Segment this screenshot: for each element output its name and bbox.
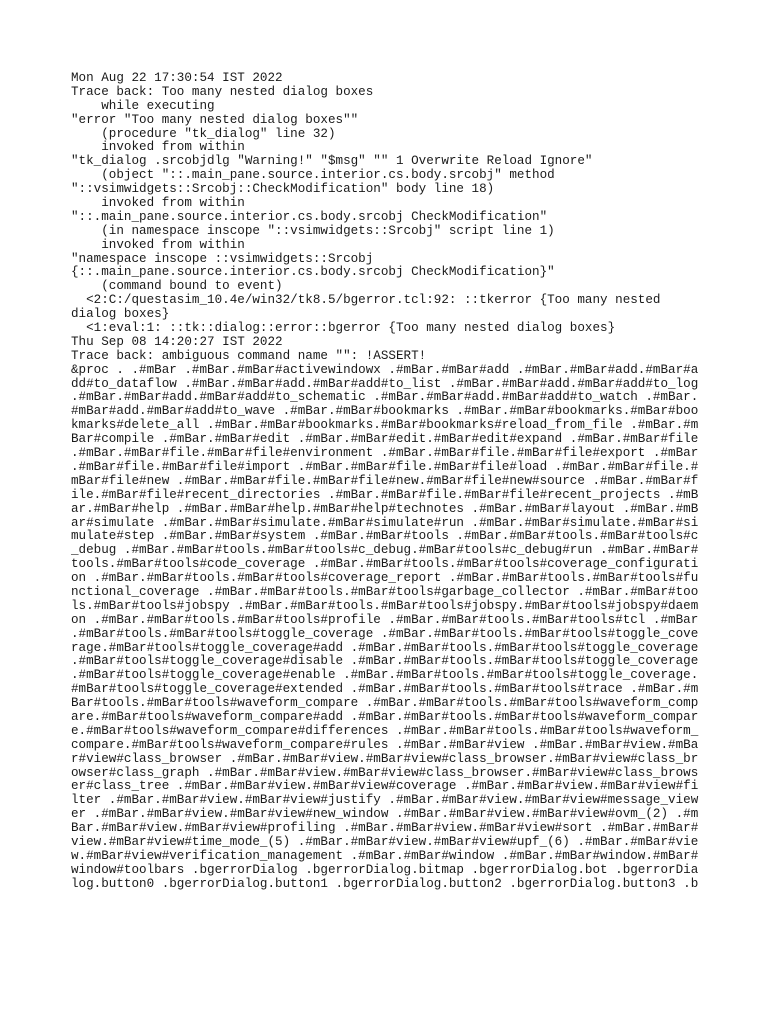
log-line: are.#mBar#tools#waveform_compare#add .#mBar.#mBar#tools.#mBar#tools#waveform_compar <box>71 709 699 724</box>
log-line: ile.#mBar#file#recent_directories .#mBar.#mBar#file.#mBar#file#recent_projects .#mB <box>71 487 699 502</box>
log-line: rage.#mBar#tools#toggle_coverage#add .#mBar.#mBar#tools.#mBar#tools#toggle_coverage <box>71 640 699 655</box>
log-line: mulate#step .#mBar.#mBar#system .#mBar.#mBar#tools .#mBar.#mBar#tools.#mBar#tools#c <box>71 529 699 544</box>
log-line: r#view#class_browser .#mBar.#mBar#view.#mBar#view#class_browser.#mBar#view#class_br <box>71 751 699 766</box>
log-line: nctional_coverage .#mBar.#mBar#tools.#mBar#tools#garbage_collector .#mBar.#mBar#too <box>71 584 699 599</box>
log-line: #mBar#add.#mBar#add#to_wave .#mBar.#mBar#bookmarks .#mBar.#mBar#bookmarks.#mBar#boo <box>71 404 699 419</box>
log-document <box>71 72 711 892</box>
log-line: invoked from within <box>71 196 245 211</box>
log-line: Trace back: ambiguous command name "": !ASSERT! <box>71 348 427 363</box>
log-line: invoked from within <box>71 237 245 252</box>
log-line: owser#class_graph .#mBar.#mBar#view.#mBar#view#class_browser.#mBar#view#class_brows <box>71 765 699 780</box>
log-line: invoked from within <box>71 140 245 155</box>
log-line: .#mBar#tools#toggle_coverage#enable .#mBar.#mBar#tools.#mBar#tools#toggle_coverage. <box>71 668 699 683</box>
log-line: er .#mBar.#mBar#view.#mBar#view#new_window .#mBar.#mBar#view.#mBar#view#ovm_(2) .#m <box>71 807 699 822</box>
log-line: .#mBar.#mBar#file.#mBar#file#environment .#mBar.#mBar#file.#mBar#file#export .#mBar <box>71 446 699 461</box>
log-line: window#toolbars .bgerrorDialog .bgerrorDialog.bitmap .bgerrorDialog.bot .bgerrorDia <box>71 862 699 877</box>
log-line: Trace back: Too many nested dialog boxes <box>71 84 374 99</box>
log-line: &proc . .#mBar .#mBar.#mBar#activewindowx .#mBar.#mBar#add .#mBar.#mBar#add.#mBar#a <box>71 362 699 377</box>
log-line: ar.#mBar#help .#mBar.#mBar#help.#mBar#help#technotes .#mBar.#mBar#layout .#mBar.#mB <box>71 501 699 516</box>
log-line: {::.main_pane.source.interior.cs.body.srcobj CheckModification}" <box>71 265 555 280</box>
log-line: .#mBar#file.#mBar#file#import .#mBar.#mBar#file.#mBar#file#load .#mBar.#mBar#file.# <box>71 459 699 474</box>
log-line: dialog boxes} <box>71 307 170 322</box>
log-line: #mBar#tools#toggle_coverage#extended .#mBar.#mBar#tools.#mBar#tools#trace .#mBar.#m <box>71 682 699 697</box>
log-line: mBar#file#new .#mBar.#mBar#file.#mBar#file#new.#mBar#file#new#source .#mBar.#mBar#f <box>71 473 699 488</box>
log-line: Bar.#mBar#view.#mBar#view#profiling .#mBar.#mBar#view.#mBar#view#sort .#mBar.#mBar# <box>71 821 699 836</box>
log-line: on .#mBar.#mBar#tools.#mBar#tools#profile .#mBar.#mBar#tools.#mBar#tools#tcl .#mBar <box>71 612 699 627</box>
log-line: dd#to_dataflow .#mBar.#mBar#add.#mBar#add#to_list .#mBar.#mBar#add.#mBar#add#to_log <box>71 376 699 391</box>
log-line: .#mBar.#mBar#add.#mBar#add#to_schematic .#mBar.#mBar#add.#mBar#add#to_watch .#mBar. <box>71 390 699 405</box>
log-line: view.#mBar#view#time_mode_(5) .#mBar.#mBar#view.#mBar#view#upf_(6) .#mBar.#mBar#vie <box>71 834 699 849</box>
log-line: e.#mBar#tools#waveform_compare#differences .#mBar.#mBar#tools.#mBar#tools#waveform_ <box>71 723 699 738</box>
log-line: Mon Aug 22 17:30:54 IST 2022 <box>71 71 283 85</box>
log-line: .#mBar#tools#toggle_coverage#disable .#mBar.#mBar#tools.#mBar#tools#toggle_coverage <box>71 654 699 669</box>
log-line: <1:eval:1: ::tk::dialog::error::bgerror {Too many nested dialog boxes} <box>71 321 616 336</box>
log-line: (procedure "tk_dialog" line 32) <box>71 126 336 141</box>
log-line: .#mBar#tools.#mBar#tools#toggle_coverage .#mBar.#mBar#tools.#mBar#tools#toggle_cove <box>71 626 699 641</box>
log-line: Bar#tools.#mBar#tools#waveform_compare .#mBar.#mBar#tools.#mBar#tools#waveform_comp <box>71 696 699 711</box>
log-line: kmarks#delete_all .#mBar.#mBar#bookmarks.#mBar#bookmarks#reload_from_file .#mBar.#m <box>71 418 699 433</box>
log-line: "::.main_pane.source.interior.cs.body.srcobj CheckModification" <box>71 209 548 224</box>
log-line: ls.#mBar#tools#jobspy .#mBar.#mBar#tools.#mBar#tools#jobspy.#mBar#tools#jobspy#daem <box>71 598 699 613</box>
log-line: ar#simulate .#mBar.#mBar#simulate.#mBar#simulate#run .#mBar.#mBar#simulate.#mBar#si <box>71 515 699 530</box>
log-line: _debug .#mBar.#mBar#tools.#mBar#tools#c_debug.#mBar#tools#c_debug#run .#mBar.#mBar# <box>71 543 699 558</box>
log-line: "namespace inscope ::vsimwidgets::Srcobj <box>71 251 374 266</box>
log-line: <2:C:/questasim_10.4e/win32/tk8.5/bgerror.tcl:92: ::tkerror {Too many nested <box>71 293 661 308</box>
log-line: (in namespace inscope "::vsimwidgets::Srcobj" script line 1) <box>71 223 555 238</box>
log-line: compare.#mBar#tools#waveform_compare#rules .#mBar.#mBar#view .#mBar.#mBar#view.#mBa <box>71 737 699 752</box>
log-line: "tk_dialog .srcobjdlg "Warning!" "$msg" "" 1 Overwrite Reload Ignore" <box>71 154 593 169</box>
log-line: (object "::.main_pane.source.interior.cs.body.srcobj" method <box>71 168 555 183</box>
log-line: Thu Sep 08 14:20:27 IST 2022 <box>71 334 283 349</box>
log-line: lter .#mBar.#mBar#view.#mBar#view#justify .#mBar.#mBar#view.#mBar#view#message_view <box>71 793 699 808</box>
log-line: (command bound to event) <box>71 279 283 294</box>
log-line: log.button0 .bgerrorDialog.button1 .bgerrorDialog.button2 .bgerrorDialog.button3 .b <box>71 876 699 891</box>
log-line: "::vsimwidgets::Srcobj::CheckModification" body line 18) <box>71 182 495 197</box>
log-line: tools.#mBar#tools#code_coverage .#mBar.#mBar#tools.#mBar#tools#coverage_configurati <box>71 557 699 572</box>
log-line: "error "Too many nested dialog boxes"" <box>71 112 359 127</box>
log-line: er#class_tree .#mBar.#mBar#view.#mBar#view#coverage .#mBar.#mBar#view.#mBar#view#fi <box>71 779 699 794</box>
log-line: while executing <box>71 98 215 113</box>
log-line: on .#mBar.#mBar#tools.#mBar#tools#coverage_report .#mBar.#mBar#tools.#mBar#tools#fu <box>71 571 699 586</box>
log-line: Bar#compile .#mBar.#mBar#edit .#mBar.#mBar#edit.#mBar#edit#expand .#mBar.#mBar#file <box>71 432 699 447</box>
log-line: w.#mBar#view#verification_management .#mBar.#mBar#window .#mBar.#mBar#window.#mBar# <box>71 848 699 863</box>
